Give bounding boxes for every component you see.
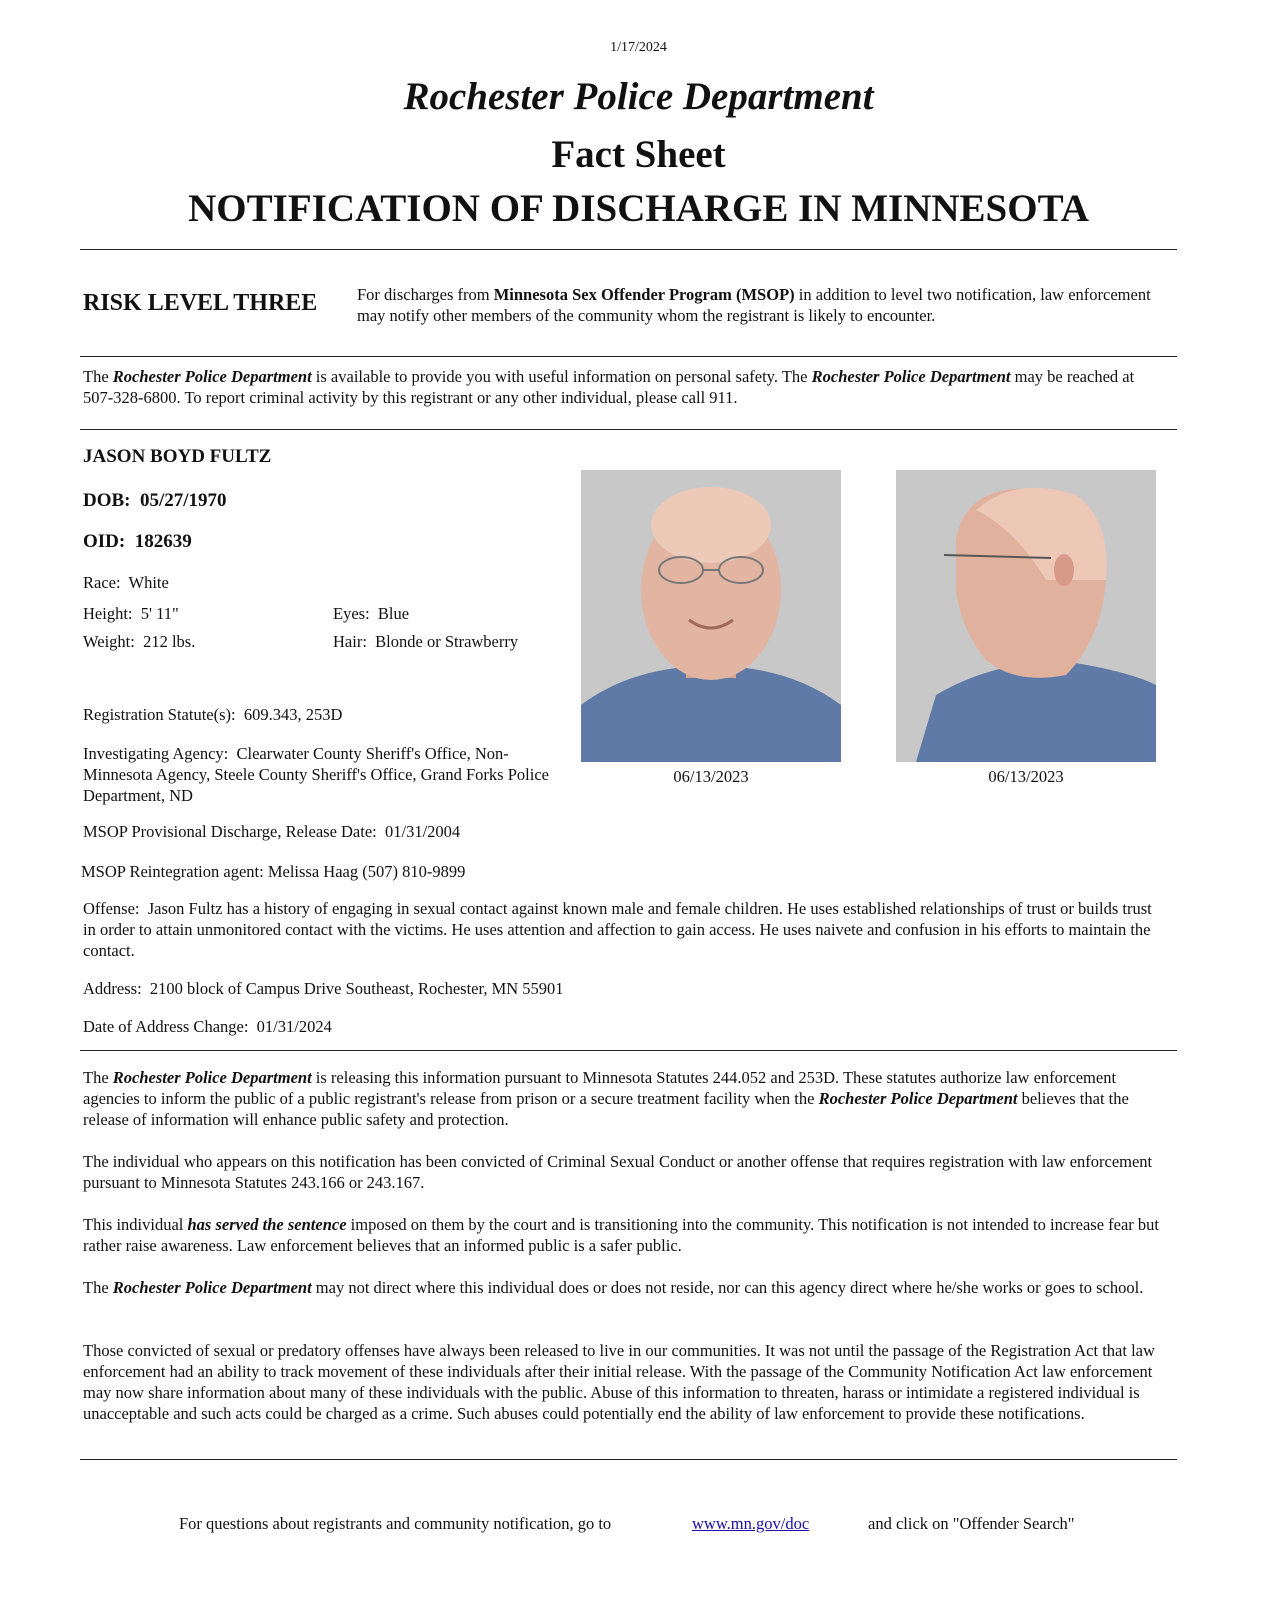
risk-level: RISK LEVEL THREE [83, 290, 318, 316]
hair-line: Hair: Blonde or Strawberry [333, 632, 519, 651]
legal-paragraph-4: The Rochester Police Department may not direct where this individual does or does not reside, nor can this agency direct where he/she works or goes to school. [83, 1278, 1144, 1297]
registrant-name: JASON BOYD FULTZ [83, 446, 272, 467]
fact-sheet-title: Fact Sheet [551, 133, 726, 176]
department-title: Rochester Police Department [403, 75, 874, 118]
divider [80, 249, 1177, 250]
profile-photo-caption: 06/13/2023 [988, 767, 1064, 786]
front-photo-caption: 06/13/2023 [673, 767, 749, 786]
divider [80, 1050, 1177, 1051]
legal-paragraph-1: The Rochester Police Department is releasing this information pursuant to Minnesota Statutes 244.052 and 253D. These statutes authorize law enforcement agencies to inform the public of a public registrant's release from prison or a secure treatment facility when the Rochester Police Department believes that the release of information will enhance public safety and protection. [83, 1068, 1129, 1129]
offense-paragraph: Offense: Jason Fultz has a history of engaging in sexual contact against known male and female children. He uses established relationships of trust or builds trust in order to attain unmonitored contact with the victims. He uses attention and affection to gain access. He uses naivete and confusion in his efforts to maintain the contact. [83, 899, 1152, 960]
divider [80, 356, 1177, 357]
front-photo-image [581, 470, 841, 762]
profile-photo [896, 470, 1156, 762]
weight-line: Weight: 212 lbs. [83, 632, 196, 651]
front-photo [581, 470, 841, 762]
dob-line: DOB: 05/27/1970 [83, 490, 227, 511]
eyes-line: Eyes: Blue [333, 604, 410, 623]
footer-text-post: and click on "Offender Search" [868, 1514, 1075, 1533]
legal-paragraph-5: Those convicted of sexual or predatory offenses have always been released to live in our communities. It was not until the passage of the Registration Act that law enforcement had an ability to track movement of these individuals after their initial release. With the passage of the Community Notification Act law enforcement may now share information about many of these individuals with the public. Abuse of this information to threaten, harass or intimidate a registered individual is unacceptable and such acts could be charged as a crime. Such abuses could potentially end the ability of law enforcement to provide these notifications. [83, 1341, 1155, 1423]
notification-title: NOTIFICATION OF DISCHARGE IN MINNESOTA [188, 187, 1089, 230]
document-date: 1/17/2024 [610, 40, 667, 55]
profile-photo-image [896, 470, 1156, 762]
divider [80, 1459, 1177, 1460]
risk-description: For discharges from Minnesota Sex Offender Program (MSOP) in addition to level two notification, law enforcement may notify other members of the community whom the registrant is likely to encounter. [357, 285, 1151, 325]
agency-line: Investigating Agency: Clearwater County Sheriff's Office, Non-Minnesota Agency, Steele County Sheriff's Office, Grand Forks Police Department, ND [83, 744, 549, 805]
address-change-line: Date of Address Change: 01/31/2024 [83, 1017, 332, 1036]
release-date-line: MSOP Provisional Discharge, Release Date: 01/31/2004 [83, 822, 461, 841]
address-line: Address: 2100 block of Campus Drive Southeast, Rochester, MN 55901 [83, 979, 564, 998]
oid-line: OID: 182639 [83, 531, 192, 552]
legal-paragraph-2: The individual who appears on this notification has been convicted of Criminal Sexual Conduct or another offense that requires registration with law enforcement pursuant to Minnesota Statutes 243.166 or 243.167. [83, 1152, 1153, 1192]
divider [80, 429, 1177, 430]
intro-paragraph: The Rochester Police Department is available to provide you with useful information on personal safety. The Rochester Police Department may be reached at 507-328-6800. To report criminal activity by this registrant or any other individual, please call 911. [83, 367, 1135, 407]
agent-line: MSOP Reintegration agent: Melissa Haag (507) 810-9899 [81, 862, 466, 881]
legal-paragraph-3: This individual has served the sentence imposed on them by the court and is transitioning into the community. This notification is not intended to increase fear but rather raise awareness. Law enforcement believes that an informed public is a safer public. [83, 1215, 1160, 1255]
statute-line: Registration Statute(s): 609.343, 253D [83, 705, 343, 724]
race-line: Race: White [83, 573, 169, 592]
footer-text-pre: For questions about registrants and community notification, go to [179, 1514, 612, 1533]
offender-search-link[interactable]: www.mn.gov/doc [692, 1514, 810, 1533]
height-line: Height: 5' 11" [83, 604, 179, 623]
